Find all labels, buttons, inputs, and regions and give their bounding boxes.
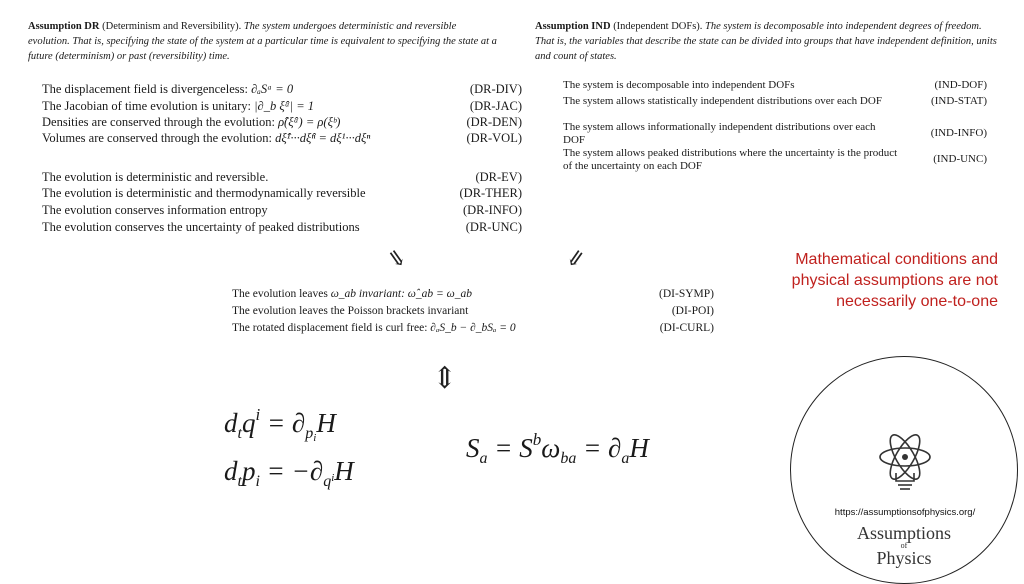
ind-unc-row <box>563 147 987 172</box>
dr-unc-text: The evolution conserves the uncertainty of peaked distributions <box>42 220 360 234</box>
dr-den-tag: (DR-DEN) <box>466 115 522 129</box>
assumption-ind-title: (Independent DOFs). <box>613 21 703 32</box>
dr-vol-math: dξ̂¹···dξ̂ⁿ = dξ¹···dξⁿ <box>275 131 371 145</box>
dr-den-text: Densities are conserved through the evolution: <box>42 115 279 129</box>
di-symp-row <box>232 288 714 300</box>
ind-unc-tag: (IND-UNC) <box>933 153 987 166</box>
di-symp-text: The evolution leaves <box>232 288 331 300</box>
right-implies-arrow-icon: ⇓ <box>560 243 591 275</box>
dr-ther-row <box>42 186 522 201</box>
assumption-dr-title: (Determinism and Reversibility). <box>102 21 242 32</box>
hamilton-equation-q: $d_tq^i = \partial_{pi}H$ <box>224 405 336 444</box>
di-curl-text: The rotated displacement field is curl free: <box>232 322 431 334</box>
ind-unc-text: The system allows peaked distributions where the uncertainty is the product of the uncertainty on each DOF <box>563 147 898 172</box>
di-curl-math: ∂ₐS_b − ∂_bSₐ = 0 <box>430 322 516 334</box>
di-curl-tag: (DI-CURL) <box>659 322 714 334</box>
dr-vol-text: Volumes are conserved through the evolution: <box>42 131 276 145</box>
general-hamilton-equation: $S_a = S^b\omega_{ba} = \partial_aH$ <box>466 430 649 467</box>
logo-url: https://assumptionsofphysics.org/ <box>834 507 976 518</box>
logo-brand-line1: Assumptions <box>856 523 952 543</box>
di-poi-tag: (DI-POI) <box>671 305 714 317</box>
dr-jac-tag: (DR-JAC) <box>469 99 522 113</box>
assumption-ind-block <box>535 19 1000 64</box>
dr-ev-text: The evolution is deterministic and reversible. <box>42 170 269 184</box>
dr-jac-math: |∂_b ξ̂ᵃ| = 1 <box>254 99 315 113</box>
dr-ev-tag: (DR-EV) <box>475 170 522 184</box>
ind-stat-text: The system allows statistically independent distributions over each DOF <box>563 95 882 107</box>
dr-div-text: The displacement field is divergenceless: <box>42 82 252 96</box>
logo-brand-of: of <box>900 541 908 550</box>
dr-jac-row <box>42 99 522 114</box>
dr-ev-row <box>42 170 522 185</box>
hamilton-equation-p: $d_tp_i = -\partial_{q^i}H$ <box>224 456 354 490</box>
dr-jac-text: The Jacobian of time evolution is unitary: <box>42 99 255 113</box>
ind-dof-text: The system is decomposable into independent DOFs <box>563 79 795 91</box>
di-curl-row <box>232 322 714 334</box>
dr-info-row <box>42 203 522 218</box>
dr-info-text: The evolution conserves information entropy <box>42 203 268 217</box>
lightbulb-atom-icon <box>875 429 935 493</box>
dr-vol-tag: (DR-VOL) <box>466 131 522 145</box>
logo-brand <box>791 524 1017 567</box>
di-poi-text: The evolution leaves the Poisson brackets invariant <box>232 305 469 317</box>
dr-div-math: ∂ₐSᵃ = 0 <box>251 82 294 96</box>
dr-unc-tag: (DR-UNC) <box>465 220 522 234</box>
ind-stat-row <box>563 95 987 108</box>
di-symp-tag: (DI-SYMP) <box>659 288 714 300</box>
dr-ther-text: The evolution is deterministic and thermodynamically reversible <box>42 186 366 200</box>
di-symp-math: ω_ab invariant: ω̂_ab = ω_ab <box>330 288 473 300</box>
di-poi-row <box>232 305 714 317</box>
dr-div-tag: (DR-DIV) <box>469 82 522 96</box>
assumption-dr-block <box>28 19 498 64</box>
dr-div-row <box>42 82 522 97</box>
assumption-dr-description: The system undergoes deterministic and reversible evolution. That is, specifying the state of the system at a particular time is equivalent to specifying the state at a future (determinism) or past (reversibility) time. <box>28 21 497 62</box>
ind-info-row <box>563 121 987 146</box>
equivalence-arrow-icon: ⇕ <box>432 362 458 395</box>
ind-dof-row <box>563 79 987 92</box>
assumption-ind-heading: Assumption IND <box>535 21 611 32</box>
left-implies-arrow-icon: ⇓ <box>382 243 412 275</box>
dr-ther-tag: (DR-THER) <box>459 186 522 200</box>
one-to-one-note: Mathematical conditions and physical assumptions are not necessarily one-to-one <box>791 251 998 310</box>
ind-dof-tag: (IND-DOF) <box>934 79 987 91</box>
ind-info-tag: (IND-INFO) <box>930 127 987 140</box>
dr-vol-row <box>42 131 522 146</box>
ind-info-text: The system allows informationally independent distributions over each DOF <box>563 121 876 146</box>
ind-stat-tag: (IND-STAT) <box>931 95 987 107</box>
logo-brand-line2: Physics <box>876 548 932 568</box>
dr-den-row <box>42 115 522 130</box>
assumption-dr-heading: Assumption DR <box>28 21 100 32</box>
assumptions-of-physics-logo <box>790 356 1018 584</box>
dr-unc-row <box>42 220 522 235</box>
assumption-ind-description: The system is decomposable into independent degrees of freedom. That is, the variables that describe the state can be divided into groups that have independent definition, units and count of states. <box>535 21 997 62</box>
dr-den-math: ρ̂(ξ̂ᵃ) = ρ(ξᵇ) <box>278 115 341 129</box>
dr-info-tag: (DR-INFO) <box>462 203 522 217</box>
